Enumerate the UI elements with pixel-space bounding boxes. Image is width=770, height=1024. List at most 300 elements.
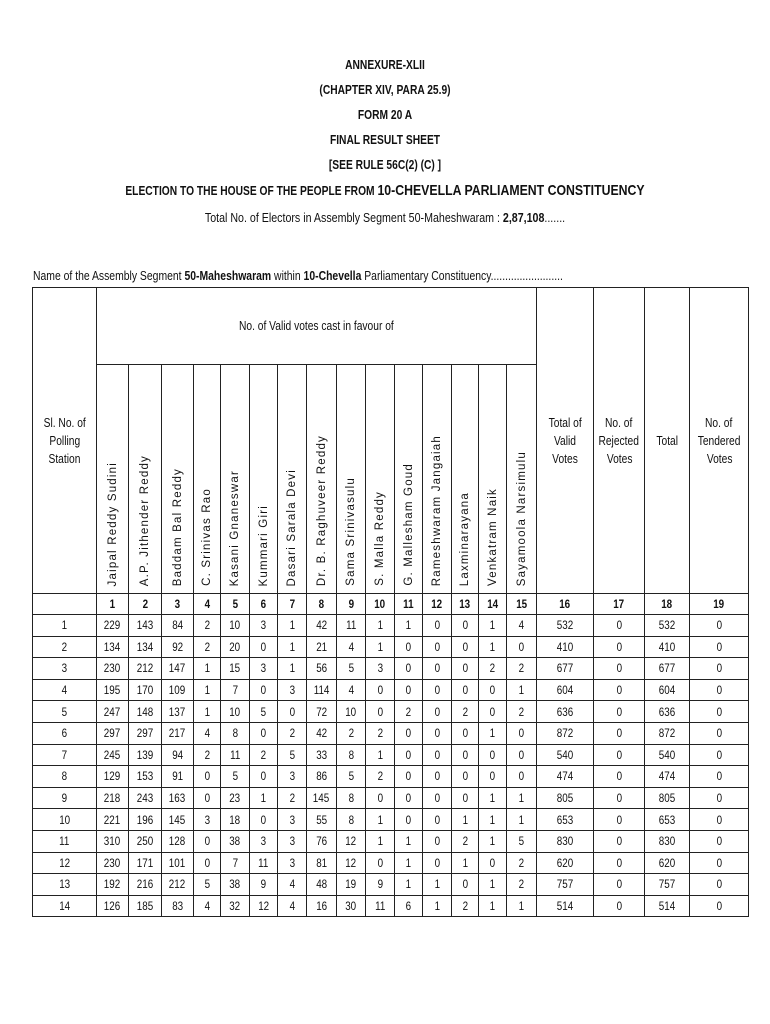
vote-cell: 0: [452, 744, 479, 766]
column-number: 18: [645, 594, 690, 615]
vote-cell: 30: [337, 895, 366, 917]
vote-cell: 1: [194, 701, 221, 723]
vote-cell: 620: [645, 852, 690, 874]
vote-cell: 148: [129, 701, 162, 723]
vote-cell: 0: [194, 852, 221, 874]
station-number-cell: 14: [33, 895, 97, 917]
vote-cell: 7: [221, 679, 250, 701]
vote-cell: 514: [537, 895, 594, 917]
vote-cell: 0: [395, 679, 423, 701]
column-number: 19: [690, 594, 749, 615]
vote-cell: 0: [423, 830, 452, 852]
vote-cell: 2: [479, 658, 507, 680]
station-number-cell: 11: [33, 830, 97, 852]
vote-cell: 195: [97, 679, 129, 701]
vote-cell: 636: [537, 701, 594, 723]
vote-cell: 9: [366, 874, 395, 896]
vote-cell: 2: [507, 658, 537, 680]
vote-cell: 4: [278, 874, 307, 896]
candidate-name: C. Srinivas Rao: [201, 488, 213, 586]
candidate-name: Jaipal Reddy Sudini: [106, 461, 119, 586]
vote-cell: 4: [507, 615, 537, 637]
vote-cell: 1: [479, 636, 507, 658]
vote-cell: 0: [452, 636, 479, 658]
table-row: [33, 636, 749, 658]
vote-cell: 2: [366, 722, 395, 744]
vote-cell: 10: [221, 701, 250, 723]
vote-cell: 0: [395, 787, 423, 809]
candidate-header: [307, 365, 337, 594]
vote-cell: 1: [194, 658, 221, 680]
station-number-cell: 9: [33, 787, 97, 809]
vote-cell: 1: [395, 615, 423, 637]
vote-cell: 410: [537, 636, 594, 658]
vote-cell: 805: [645, 787, 690, 809]
vote-cell: 0: [452, 679, 479, 701]
vote-cell: 0: [423, 636, 452, 658]
vote-cell: 250: [129, 830, 162, 852]
vote-cell: 12: [250, 895, 278, 917]
column-number-blank: [33, 594, 97, 615]
vote-cell: 4: [337, 679, 366, 701]
vote-cell: 3: [278, 830, 307, 852]
station-number-cell: 3: [33, 658, 97, 680]
vote-cell: 1: [507, 787, 537, 809]
vote-cell: 1: [278, 615, 307, 637]
candidate-name: Baddam Bal Reddy: [171, 467, 184, 586]
station-number-cell: 5: [33, 701, 97, 723]
vote-cell: 0: [690, 874, 749, 896]
candidate-header: [97, 365, 129, 594]
vote-cell: 0: [250, 722, 278, 744]
vote-cell: 0: [423, 722, 452, 744]
vote-cell: 0: [366, 787, 395, 809]
vote-cell: 212: [129, 658, 162, 680]
column-number: 15: [507, 594, 537, 615]
valid-votes-group-header: No. of Valid votes cast in favour of: [97, 288, 537, 365]
vote-cell: 0: [594, 852, 645, 874]
vote-cell: 830: [645, 830, 690, 852]
vote-cell: 0: [194, 830, 221, 852]
vote-cell: 0: [423, 787, 452, 809]
column-number: 10: [366, 594, 395, 615]
vote-cell: 474: [645, 766, 690, 788]
vote-cell: 1: [366, 636, 395, 658]
vote-cell: 2: [452, 830, 479, 852]
vote-cell: 0: [479, 852, 507, 874]
vote-cell: 221: [97, 809, 129, 831]
vote-cell: 2: [194, 744, 221, 766]
candidate-header: [337, 365, 366, 594]
vote-cell: 1: [452, 852, 479, 874]
vote-cell: 3: [278, 679, 307, 701]
vote-cell: 474: [537, 766, 594, 788]
rule-reference: [SEE RULE 56C(2) (C) ]: [328, 158, 442, 172]
vote-cell: 21: [307, 636, 337, 658]
vote-cell: 91: [162, 766, 194, 788]
vote-cell: 5: [194, 874, 221, 896]
segment-line: [33, 268, 563, 283]
candidate-header: [395, 365, 423, 594]
vote-cell: 0: [423, 701, 452, 723]
vote-cell: 604: [537, 679, 594, 701]
table-row: [33, 874, 749, 896]
vote-cell: 0: [423, 766, 452, 788]
candidate-name: Dr. B. Raghuveer Reddy: [315, 434, 328, 586]
vote-cell: 216: [129, 874, 162, 896]
vote-cell: 94: [162, 744, 194, 766]
vote-cell: 0: [690, 809, 749, 831]
vote-cell: 1: [194, 679, 221, 701]
station-number-cell: 6: [33, 722, 97, 744]
vote-cell: 1: [479, 874, 507, 896]
vote-cell: 0: [507, 744, 537, 766]
vote-cell: 86: [307, 766, 337, 788]
vote-cell: 1: [479, 722, 507, 744]
vote-cell: 872: [645, 722, 690, 744]
vote-cell: 243: [129, 787, 162, 809]
vote-cell: 540: [645, 744, 690, 766]
vote-cell: 83: [162, 895, 194, 917]
vote-cell: 0: [594, 658, 645, 680]
vote-cell: 653: [645, 809, 690, 831]
vote-cell: 636: [645, 701, 690, 723]
vote-cell: 0: [194, 787, 221, 809]
vote-cell: 218: [97, 787, 129, 809]
vote-cell: 1: [479, 895, 507, 917]
vote-cell: 0: [594, 895, 645, 917]
vote-cell: 139: [129, 744, 162, 766]
column-number: 6: [250, 594, 278, 615]
candidate-header: [423, 365, 452, 594]
vote-cell: 15: [221, 658, 250, 680]
vote-cell: 0: [452, 766, 479, 788]
vote-cell: 10: [337, 701, 366, 723]
vote-cell: 3: [278, 852, 307, 874]
vote-cell: 12: [337, 852, 366, 874]
vote-cell: 1: [423, 895, 452, 917]
vote-cell: 163: [162, 787, 194, 809]
vote-cell: 2: [507, 874, 537, 896]
total-valid-header: Total of Valid Votes: [537, 288, 594, 594]
vote-cell: 0: [594, 722, 645, 744]
electors-dots: .......: [544, 210, 566, 225]
vote-cell: 32: [221, 895, 250, 917]
vote-cell: 0: [690, 744, 749, 766]
vote-cell: 604: [645, 679, 690, 701]
vote-cell: 0: [423, 852, 452, 874]
vote-cell: 1: [507, 809, 537, 831]
vote-cell: 212: [162, 874, 194, 896]
vote-cell: 5: [221, 766, 250, 788]
vote-cell: 4: [278, 895, 307, 917]
vote-cell: 0: [507, 722, 537, 744]
vote-cell: 153: [129, 766, 162, 788]
vote-cell: 2: [278, 787, 307, 809]
table-row: [33, 766, 749, 788]
vote-cell: 410: [645, 636, 690, 658]
vote-cell: 0: [594, 744, 645, 766]
vote-cell: 0: [250, 766, 278, 788]
vote-cell: 1: [278, 658, 307, 680]
vote-cell: 0: [395, 636, 423, 658]
vote-cell: 0: [479, 744, 507, 766]
vote-cell: 18: [221, 809, 250, 831]
vote-cell: 1: [479, 830, 507, 852]
vote-cell: 5: [337, 658, 366, 680]
vote-cell: 38: [221, 874, 250, 896]
vote-cell: 16: [307, 895, 337, 917]
vote-cell: 0: [690, 722, 749, 744]
vote-cell: 1: [423, 874, 452, 896]
vote-cell: 0: [194, 766, 221, 788]
vote-cell: 128: [162, 830, 194, 852]
segment-within: within: [271, 268, 304, 283]
vote-cell: 2: [278, 722, 307, 744]
table-row: [33, 615, 749, 637]
form-number: FORM 20 A: [357, 108, 413, 122]
vote-cell: 514: [645, 895, 690, 917]
vote-cell: 0: [690, 830, 749, 852]
vote-cell: 3: [278, 809, 307, 831]
station-number-cell: 13: [33, 874, 97, 896]
vote-cell: 137: [162, 701, 194, 723]
vote-cell: 0: [690, 658, 749, 680]
election-prefix: ELECTION TO THE HOUSE OF THE PEOPLE FROM: [125, 184, 378, 198]
vote-cell: 19: [337, 874, 366, 896]
vote-cell: 11: [250, 852, 278, 874]
vote-cell: 12: [337, 830, 366, 852]
vote-cell: 0: [452, 874, 479, 896]
column-number: 16: [537, 594, 594, 615]
vote-cell: 5: [507, 830, 537, 852]
vote-cell: 0: [507, 766, 537, 788]
vote-cell: 4: [337, 636, 366, 658]
vote-cell: 1: [366, 809, 395, 831]
vote-cell: 0: [507, 636, 537, 658]
election-constituency: 10-CHEVELLA PARLIAMENT CONSTITUENCY: [377, 182, 645, 199]
vote-cell: 1: [395, 830, 423, 852]
vote-cell: 1: [366, 744, 395, 766]
vote-cell: 0: [594, 679, 645, 701]
vote-cell: 0: [250, 636, 278, 658]
vote-cell: 76: [307, 830, 337, 852]
candidate-name: Laxminarayana: [459, 491, 471, 586]
vote-cell: 230: [97, 658, 129, 680]
vote-cell: 2: [194, 615, 221, 637]
station-number-cell: 8: [33, 766, 97, 788]
vote-cell: 81: [307, 852, 337, 874]
vote-cell: 126: [97, 895, 129, 917]
table-row: [33, 658, 749, 680]
vote-cell: 8: [337, 787, 366, 809]
segment-suffix: Parliamentary Constituency.........................: [361, 268, 563, 283]
vote-cell: 72: [307, 701, 337, 723]
vote-cell: 805: [537, 787, 594, 809]
vote-cell: 55: [307, 809, 337, 831]
vote-cell: 0: [395, 744, 423, 766]
vote-cell: 5: [278, 744, 307, 766]
vote-cell: 101: [162, 852, 194, 874]
vote-cell: 0: [594, 701, 645, 723]
vote-cell: 0: [594, 615, 645, 637]
total-header: Total: [645, 288, 690, 594]
vote-cell: 0: [423, 615, 452, 637]
vote-cell: 1: [479, 615, 507, 637]
vote-cell: 0: [690, 852, 749, 874]
vote-cell: 0: [594, 874, 645, 896]
vote-cell: 0: [594, 830, 645, 852]
candidate-header: [129, 365, 162, 594]
sheet-title: FINAL RESULT SHEET: [329, 133, 441, 147]
table-row: [33, 744, 749, 766]
segment-name: 50-Maheshwaram: [184, 268, 272, 283]
candidate-header: [278, 365, 307, 594]
vote-cell: 0: [690, 636, 749, 658]
vote-cell: 171: [129, 852, 162, 874]
vote-cell: 0: [423, 809, 452, 831]
column-number: 11: [395, 594, 423, 615]
vote-cell: 2: [452, 701, 479, 723]
vote-cell: 7: [221, 852, 250, 874]
vote-cell: 1: [250, 787, 278, 809]
vote-cell: 0: [423, 658, 452, 680]
vote-cell: 8: [337, 809, 366, 831]
vote-cell: 0: [690, 787, 749, 809]
table-row: [33, 895, 749, 917]
vote-cell: 84: [162, 615, 194, 637]
vote-cell: 0: [690, 766, 749, 788]
vote-cell: 757: [645, 874, 690, 896]
vote-cell: 620: [537, 852, 594, 874]
column-number: 5: [221, 594, 250, 615]
vote-cell: 1: [395, 852, 423, 874]
vote-cell: 532: [645, 615, 690, 637]
vote-cell: 2: [194, 636, 221, 658]
vote-cell: 2: [452, 895, 479, 917]
vote-cell: 830: [537, 830, 594, 852]
vote-cell: 92: [162, 636, 194, 658]
vote-cell: 143: [129, 615, 162, 637]
tendered-header: No. of Tendered Votes: [690, 288, 749, 594]
vote-cell: 2: [337, 722, 366, 744]
result-table: [32, 287, 749, 917]
vote-cell: 0: [395, 722, 423, 744]
vote-cell: 134: [97, 636, 129, 658]
candidate-name: Kasani Gnaneswar: [229, 469, 241, 586]
vote-cell: 872: [537, 722, 594, 744]
candidate-name: S. Malla Reddy: [374, 491, 386, 586]
vote-cell: 1: [278, 636, 307, 658]
vote-cell: 757: [537, 874, 594, 896]
vote-cell: 2: [507, 852, 537, 874]
vote-cell: 245: [97, 744, 129, 766]
vote-cell: 42: [307, 722, 337, 744]
vote-cell: 0: [395, 809, 423, 831]
candidate-name: Dasari Sarala Devi: [286, 468, 298, 586]
candidate-header: [162, 365, 194, 594]
table-row: [33, 787, 749, 809]
column-number: 14: [479, 594, 507, 615]
vote-cell: 1: [479, 787, 507, 809]
column-number: 3: [162, 594, 194, 615]
vote-cell: 3: [250, 615, 278, 637]
column-number: 8: [307, 594, 337, 615]
vote-cell: 134: [129, 636, 162, 658]
vote-cell: 0: [479, 766, 507, 788]
vote-cell: 0: [452, 787, 479, 809]
candidate-header: [452, 365, 479, 594]
vote-cell: 56: [307, 658, 337, 680]
candidate-header: [250, 365, 278, 594]
vote-cell: 11: [221, 744, 250, 766]
vote-cell: 109: [162, 679, 194, 701]
station-number-cell: 2: [33, 636, 97, 658]
candidate-header: [194, 365, 221, 594]
vote-cell: 1: [366, 615, 395, 637]
vote-cell: 5: [337, 766, 366, 788]
vote-cell: 0: [594, 636, 645, 658]
vote-cell: 5: [250, 701, 278, 723]
vote-cell: 0: [594, 809, 645, 831]
column-number: 17: [594, 594, 645, 615]
vote-cell: 0: [452, 658, 479, 680]
vote-cell: 11: [366, 895, 395, 917]
vote-cell: 147: [162, 658, 194, 680]
vote-cell: 192: [97, 874, 129, 896]
column-number: 4: [194, 594, 221, 615]
vote-cell: 196: [129, 809, 162, 831]
vote-cell: 4: [194, 895, 221, 917]
vote-cell: 8: [337, 744, 366, 766]
vote-cell: 145: [307, 787, 337, 809]
vote-cell: 0: [250, 679, 278, 701]
vote-cell: 229: [97, 615, 129, 637]
vote-cell: 2: [366, 766, 395, 788]
candidate-header: [507, 365, 537, 594]
candidate-name: Rameshwaram Jangaiah: [431, 434, 443, 586]
vote-cell: 2: [250, 744, 278, 766]
vote-cell: 42: [307, 615, 337, 637]
vote-cell: 0: [366, 852, 395, 874]
table-row: [33, 809, 749, 831]
rejected-header: No. of Rejected Votes: [594, 288, 645, 594]
vote-cell: 170: [129, 679, 162, 701]
vote-cell: 3: [194, 809, 221, 831]
column-number: 1: [97, 594, 129, 615]
election-title: [69, 182, 700, 199]
vote-cell: 230: [97, 852, 129, 874]
vote-cell: 0: [594, 787, 645, 809]
vote-cell: 114: [307, 679, 337, 701]
column-number: 12: [423, 594, 452, 615]
vote-cell: 1: [366, 830, 395, 852]
vote-cell: 6: [395, 895, 423, 917]
vote-cell: 0: [366, 679, 395, 701]
vote-cell: 532: [537, 615, 594, 637]
candidate-header: [479, 365, 507, 594]
vote-cell: 0: [423, 744, 452, 766]
candidate-name: G. Mallesham Goud: [402, 463, 415, 586]
vote-cell: 1: [395, 874, 423, 896]
electors-value: 2,87,108: [502, 210, 545, 225]
candidate-name: Sama Srinivasulu: [345, 477, 357, 586]
table-row: [33, 679, 749, 701]
table-row: [33, 722, 749, 744]
vote-cell: 217: [162, 722, 194, 744]
vote-cell: 2: [395, 701, 423, 723]
candidate-name: A.P. Jithender Reddy: [139, 454, 151, 586]
